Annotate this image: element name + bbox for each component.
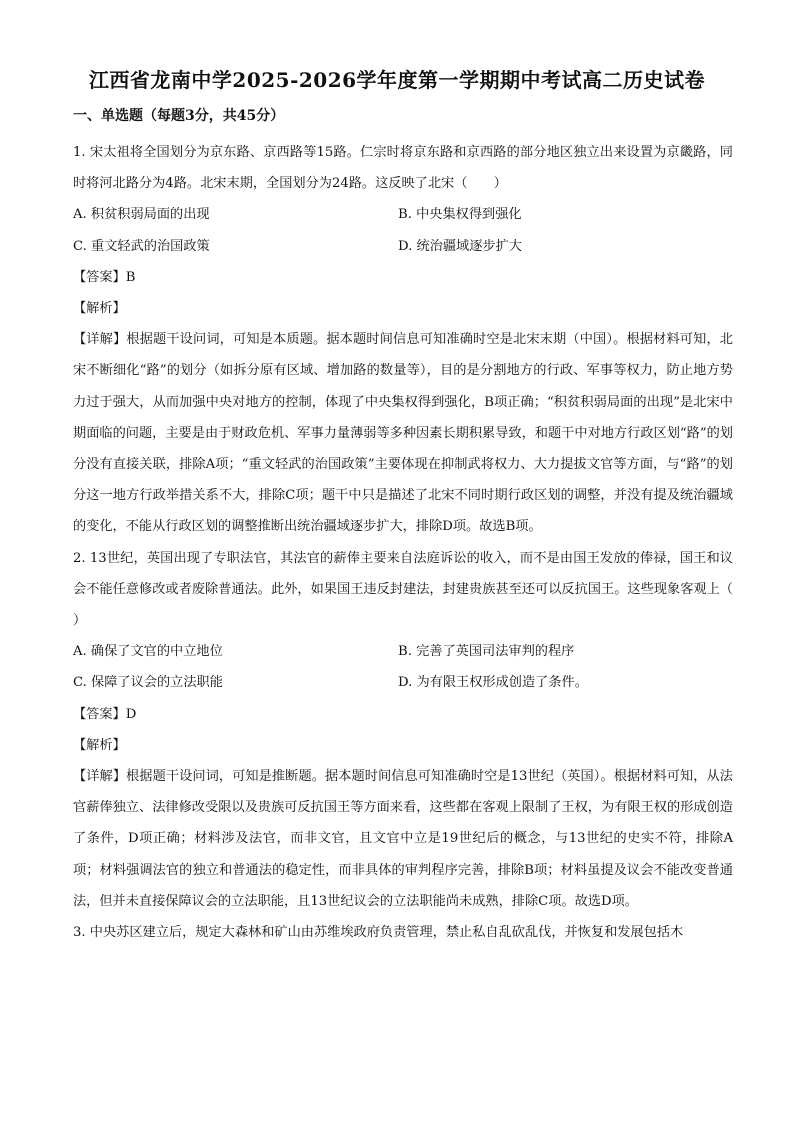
question-stem: 1. 宋太祖将全国划分为京东路、京西路等15路。仁宗时将京东路和京西路的部分地区独立出来设置为京畿路，同时将河北路分为4路。北宋末期，全国划分为24路。这反映了北宋（ ）	[73, 145, 733, 192]
question-stem: 2. 13世纪，英国出现了专职法官，其法官的薪俸主要来自法庭诉讼的收入，而不是由国王发放的俸禄，国王和议会不能任意修改或者废除普通法。此外，如果国王违反封建法，封建贵族甚至还可以反抗国王。这些现象客观上（ ）	[73, 550, 733, 629]
option-b: B. 完善了英国司法审判的程序	[398, 644, 575, 660]
answer-line: 【答案】D	[73, 706, 137, 722]
detail-explanation: 【详解】根据题干设问词，可知是本质题。据本题时间信息可知准确时空是北宋末期（中国）。根据材料可知，北宋不断细化“路”的划分（如拆分原有区域、增加路的数量等），目的是分割地方的行政、军事等权力，防止地方势力过于强大，从而加强中央对地方的控制，体现了中央集权得到强化，B项正确；“积贫积弱局面的出现”是北宋中期面临的问题，主要是由于财政危机、军事力量薄弱等多种因素长期积累导致，和题干中对地方行政区划“路”的划分没有直接关联，排除A项；“重文轻武的治国政策”主要体现在抑制武将权力、大力提拔文官等方面，与“路”的划分这一地方行政举措关系不大，排除C项；题干中只是描述了北宋不同时期行政区划的调整，并没有提及统治疆域的变化，不能从行政区划的调整推断出统治疆域逐步扩大，排除D项。故选B项。	[73, 332, 733, 535]
question-options	[73, 199, 733, 261]
question-2	[73, 543, 733, 917]
option-c: C. 保障了议会的立法职能	[73, 675, 223, 691]
option-d: D. 为有限王权形成创造了条件。	[398, 675, 588, 691]
question-stem: 3. 中央苏区建立后，规定大森林和矿山由苏维埃政府负责管理，禁止私自乱砍乱伐，并恢复和发展包括木	[73, 925, 684, 941]
question-3	[73, 917, 733, 948]
option-b: B. 中央集权得到强化	[398, 207, 522, 223]
exam-content	[73, 137, 733, 948]
option-c: C. 重文轻武的治国政策	[73, 238, 210, 254]
option-d: D. 统治疆域逐步扩大	[398, 238, 522, 254]
exam-title: 江西省龙南中学2025-2026学年度第一学期期中考试高二历史试卷	[88, 68, 706, 92]
question-1	[73, 137, 733, 543]
answer-line: 【答案】B	[73, 269, 136, 285]
question-options	[73, 636, 733, 698]
analysis-label: 【解析】	[73, 737, 126, 753]
option-a: A. 积贫积弱局面的出现	[73, 207, 210, 223]
section-heading: 一、单选题（每题3分，共45分）	[73, 108, 285, 124]
detail-explanation: 【详解】根据题干设问词，可知是推断题。据本题时间信息可知准确时空是13世纪（英国）。根据材料可知，从法官薪俸独立、法律修改受限以及贵族可反抗国王等方面来看，这些都在客观上限制了王权，为有限王权的形成创造了条件，D项正确；材料涉及法官，而非文官，且文官中立是19世纪后的概念，与13世纪的史实不符，排除A项；材料强调法官的独立和普通法的稳定性，而非具体的审判程序完善，排除B项；材料虽提及议会不能改变普通法，但并未直接保障议会的立法职能，且13世纪议会的立法职能尚未成熟，排除C项。故选D项。	[73, 769, 733, 909]
option-a: A. 确保了文官的中立地位	[73, 644, 223, 660]
analysis-label: 【解析】	[73, 301, 126, 317]
